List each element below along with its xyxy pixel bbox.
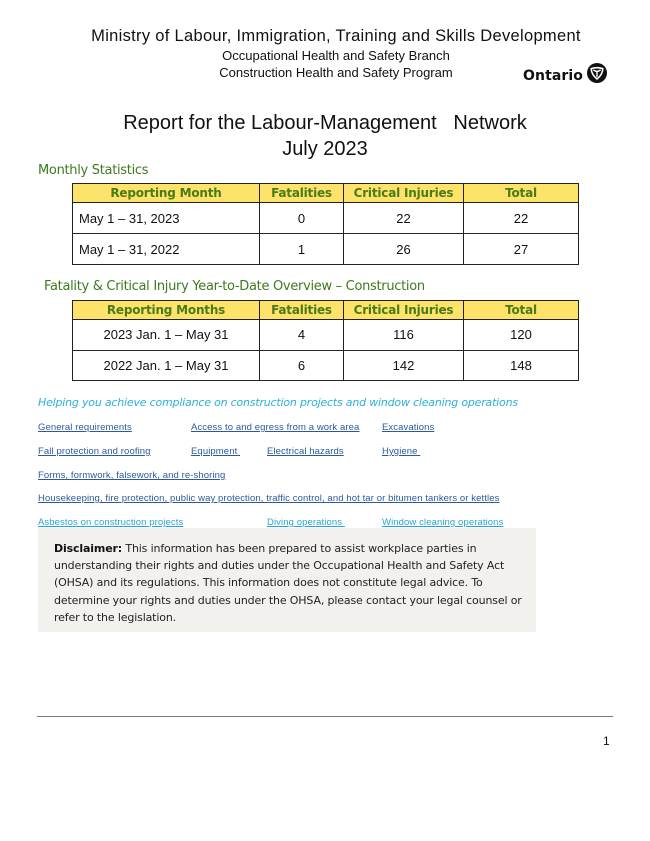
column-header: Total (464, 184, 579, 203)
fatalities-cell: 1 (260, 234, 344, 265)
link-access-egress[interactable]: Access to and egress from a work area (191, 422, 360, 433)
column-header: Fatalities (260, 184, 344, 203)
disclaimer-box (38, 528, 536, 632)
disclaimer-body: This information has been prepared to assist workplace parties in understanding their rights and duties under the Occupational Health and Safety Act (OHSA) and its regulations. This information does not constitute legal advice. To determine your rights and duties under the OHSA, please contact your legal counsel or refer to the legislation. (54, 542, 522, 624)
report-date: July 2023 (282, 138, 368, 160)
link-diving-operations[interactable]: Diving operations (267, 517, 345, 528)
link-forms-formwork[interactable]: Forms, formwork, falsework, and re-shoring (38, 470, 226, 481)
ytd-overview-heading: Fatality & Critical Injury Year-to-Date Overview – Construction (44, 279, 425, 294)
table-header-row (73, 184, 579, 203)
critical-injuries-cell: 116 (344, 320, 464, 351)
reporting-months-cell: 2022 Jan. 1 – May 31 (73, 350, 260, 381)
column-header: Reporting Months (73, 301, 260, 320)
compliance-heading: Helping you achieve compliance on construction projects and window cleaning operations (38, 396, 518, 409)
fatalities-cell: 6 (260, 350, 344, 381)
table-row (73, 234, 579, 265)
footer-divider (37, 716, 613, 717)
total-cell: 27 (464, 234, 579, 265)
branch-name: Occupational Health and Safety Branch (222, 48, 450, 63)
program-name: Construction Health and Safety Program (219, 65, 453, 80)
ontario-wordmark: Ontario (523, 67, 584, 84)
link-general-requirements[interactable]: General requirements (38, 422, 132, 433)
fatalities-cell: 0 (260, 203, 344, 234)
reporting-months-cell: 2023 Jan. 1 – May 31 (73, 320, 260, 351)
total-cell: 148 (464, 350, 579, 381)
link-housekeeping-fire-protection[interactable]: Housekeeping, fire protection, public way protection, traffic control, and hot tar or bitumen tankers or kettles (38, 493, 500, 504)
critical-injuries-cell: 22 (344, 203, 464, 234)
link-asbestos[interactable]: Asbestos on construction projects (38, 517, 184, 528)
disclaimer-text (54, 540, 524, 626)
column-header: Reporting Month (73, 184, 260, 203)
link-excavations[interactable]: Excavations (382, 422, 435, 433)
ontario-trillium-icon (587, 63, 607, 88)
total-cell: 120 (464, 320, 579, 351)
critical-injuries-cell: 26 (344, 234, 464, 265)
ontario-logo (523, 63, 607, 88)
link-fall-protection-roofing[interactable]: Fall protection and roofing (38, 446, 151, 457)
link-equipment[interactable]: Equipment (191, 446, 241, 457)
table-row (73, 203, 579, 234)
column-header: Fatalities (260, 301, 344, 320)
link-electrical-hazards[interactable]: Electrical hazards (267, 446, 344, 457)
column-header: Critical Injuries (344, 184, 464, 203)
table-header-row (73, 301, 579, 320)
link-window-cleaning[interactable]: Window cleaning operations (382, 517, 504, 528)
monthly-statistics-table (72, 183, 579, 265)
fatalities-cell: 4 (260, 320, 344, 351)
report-title: Report for the Labour-Management Network (123, 112, 527, 134)
ytd-overview-table (72, 300, 579, 381)
ministry-name: Ministry of Labour, Immigration, Training and Skills Development (91, 27, 581, 45)
total-cell: 22 (464, 203, 579, 234)
column-header: Total (464, 301, 579, 320)
table-row (73, 320, 579, 351)
monthly-statistics-heading: Monthly Statistics (38, 163, 149, 178)
reporting-month-cell: May 1 – 31, 2022 (73, 234, 260, 265)
link-hygiene[interactable]: Hygiene (382, 446, 421, 457)
critical-injuries-cell: 142 (344, 350, 464, 381)
table-row (73, 350, 579, 381)
disclaimer-label: Disclaimer: (54, 542, 123, 555)
reporting-month-cell: May 1 – 31, 2023 (73, 203, 260, 234)
page-number: 1 (603, 734, 610, 748)
column-header: Critical Injuries (344, 301, 464, 320)
